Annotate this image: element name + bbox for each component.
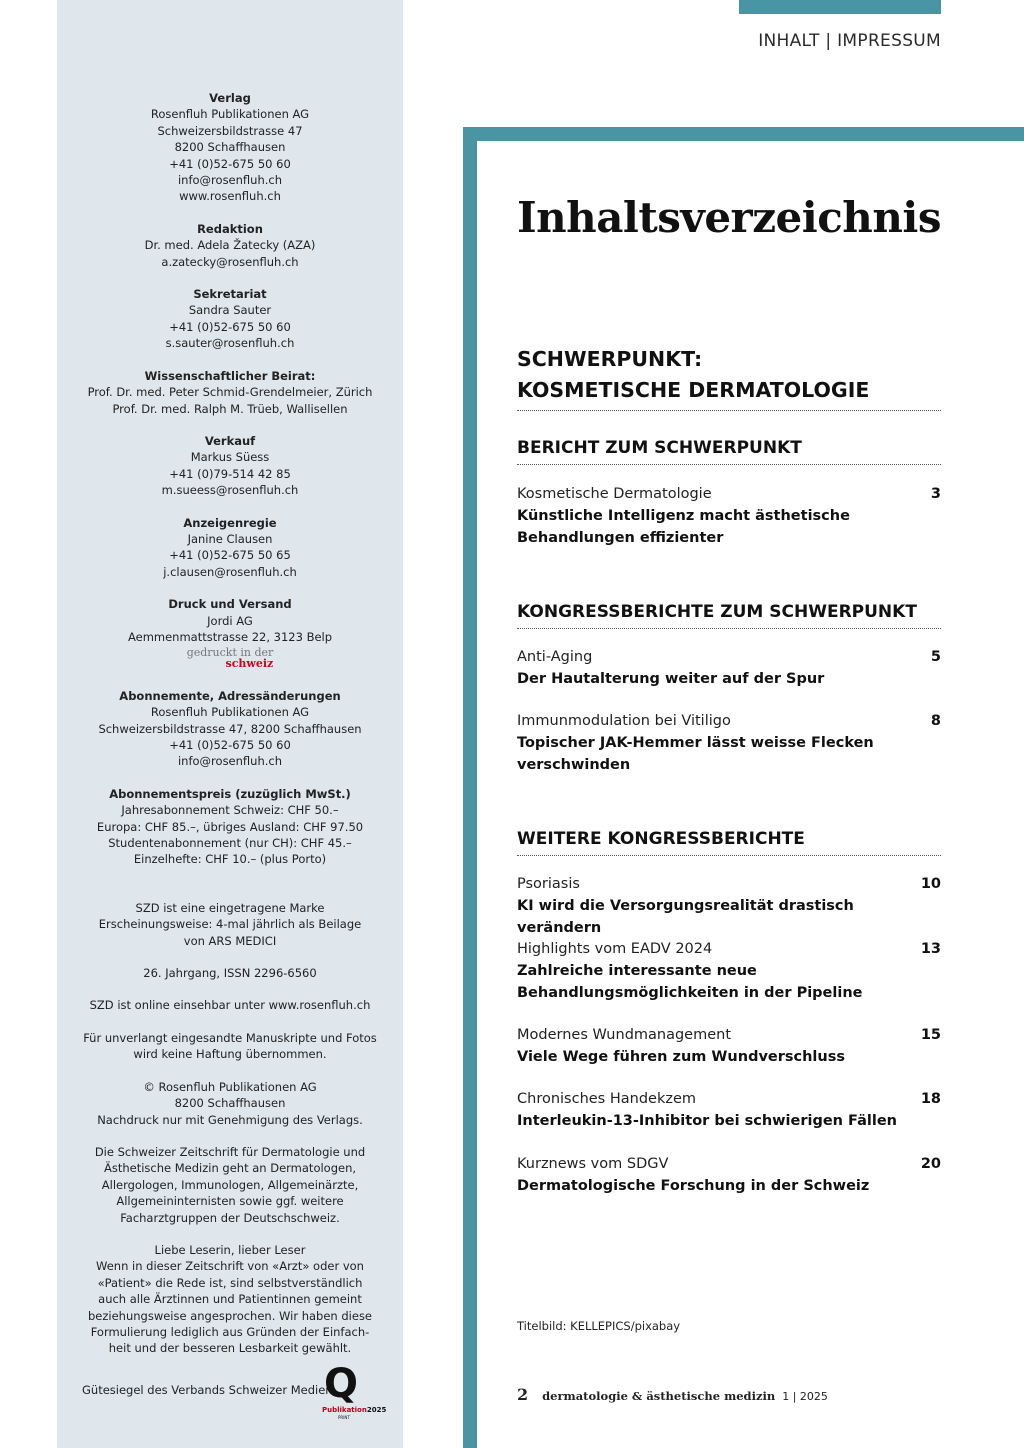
redaktion-heading: Redaktion bbox=[197, 221, 263, 236]
sekretariat-line: s.sauter@rosenfluh.ch bbox=[165, 336, 295, 351]
impressum-note bbox=[57, 900, 403, 949]
toc-entry[interactable] bbox=[517, 938, 941, 1004]
note-line: «Patient» die Rede ist, sind selbstverständlich bbox=[97, 1275, 363, 1290]
entry-page: 5 bbox=[930, 649, 941, 665]
toc-section bbox=[517, 829, 941, 856]
note-line: auch alle Ärztinnen und Patientinnen gemeint bbox=[98, 1292, 362, 1307]
beirat-heading: Wissenschaftlicher Beirat: bbox=[144, 368, 316, 383]
redaktion-line: a.zatecky@rosenfluh.ch bbox=[161, 254, 299, 269]
verkauf-line: +41 (0)79-514 42 85 bbox=[169, 466, 291, 481]
note-line: Liebe Leserin, lieber Leser bbox=[154, 1242, 306, 1257]
anzeigen-line: Janine Clausen bbox=[187, 531, 273, 546]
abo-line: Schweizersbildstrasse 47, 8200 Schaffhausen bbox=[98, 721, 362, 736]
entry-headline: Zahlreiche interessante neue Behandlungsmöglichkeiten in der Pipeline bbox=[517, 963, 863, 1001]
verlag-heading: Verlag bbox=[209, 91, 251, 105]
note-line: wird keine Haftung übernommen. bbox=[133, 1047, 327, 1062]
q-letter: Q bbox=[324, 1361, 359, 1407]
abo-line: +41 (0)52-675 50 60 bbox=[169, 738, 291, 752]
preis-heading: Abonnementspreis (zuzüglich MwSt.) bbox=[109, 786, 351, 801]
section-heading: KONGRESSBERICHTE ZUM SCHWERPUNKT bbox=[517, 602, 917, 622]
redaktion-line: Dr. med. Adela Žatecky (AZA) bbox=[144, 238, 316, 253]
impressum-redaktion bbox=[57, 221, 403, 270]
abo-line: Rosenfluh Publikationen AG bbox=[150, 705, 310, 720]
druck-heading: Druck und Versand bbox=[168, 597, 292, 612]
sekretariat-line: +41 (0)52-675 50 60 bbox=[169, 319, 291, 334]
toc-section bbox=[517, 438, 941, 465]
anzeigen-line: j.clausen@rosenfluh.ch bbox=[163, 564, 297, 579]
footer-issue: 1 | 2025 bbox=[782, 1390, 828, 1403]
impressum-note bbox=[57, 1079, 403, 1128]
dotted-divider bbox=[517, 628, 941, 629]
impressum bbox=[57, 90, 403, 1373]
entry-category: Kosmetische Dermatologie bbox=[517, 486, 712, 502]
guetesiegel-text: Gütesiegel des Verbands Schweizer Medien bbox=[82, 1383, 333, 1397]
verkauf-line: Markus Süess bbox=[190, 450, 270, 465]
schwerpunkt-heading bbox=[517, 344, 941, 411]
impressum-note bbox=[57, 1242, 403, 1357]
druck-line: Aemmenmattstrasse 22, 3123 Belp bbox=[127, 629, 333, 644]
note-line: Allgemeininternisten sowie ggf. weitere bbox=[116, 1194, 344, 1209]
verkauf-heading: Verkauf bbox=[204, 433, 256, 448]
verlag-line: info@rosenfluh.ch bbox=[177, 173, 283, 188]
entry-headline: Topischer JAK-Hemmer lässt weisse Flecken verschwinden bbox=[517, 735, 874, 773]
frame-top-bar bbox=[463, 127, 1024, 141]
impressum-verkauf bbox=[57, 433, 403, 499]
entry-headline: Dermatologische Forschung in der Schweiz bbox=[517, 1178, 870, 1194]
impressum-verlag bbox=[57, 90, 403, 205]
entry-category: Immunmodulation bei Vitiligo bbox=[517, 713, 731, 729]
sekretariat-heading: Sekretariat bbox=[193, 287, 267, 302]
q-print-label: PRINT bbox=[338, 1415, 350, 1420]
verlag-line: 8200 Schaffhausen bbox=[174, 140, 286, 155]
impressum-sekretariat bbox=[57, 286, 403, 352]
note-line: © Rosenfluh Publikationen AG bbox=[143, 1079, 317, 1094]
note-line: beziehungsweise angesprochen. Wir haben diese bbox=[87, 1308, 373, 1323]
entry-page: 15 bbox=[920, 1027, 941, 1043]
gedruckt-in-der-schweiz-logo bbox=[187, 647, 274, 669]
toc-entry[interactable] bbox=[517, 646, 941, 690]
impressum-note bbox=[57, 1030, 403, 1063]
note-line: 26. Jahrgang, ISSN 2296-6560 bbox=[143, 966, 317, 981]
druck-line: Jordi AG bbox=[207, 613, 253, 628]
verlag-line: +41 (0)52-675 50 60 bbox=[169, 156, 291, 171]
q-publikation-logo bbox=[322, 1361, 388, 1420]
preis-line: Studentenabonnement (nur CH): CHF 45.– bbox=[108, 836, 352, 851]
verlag-line: Rosenfluh Publikationen AG bbox=[150, 107, 310, 122]
q-year: 2025 bbox=[366, 1406, 387, 1414]
beirat-line: Prof. Dr. med. Peter Schmid-Grendelmeier, Zürich bbox=[87, 385, 373, 400]
schwerpunkt-line-1: SCHWERPUNKT: bbox=[517, 347, 703, 371]
impressum-abo bbox=[57, 688, 403, 770]
section-heading: WEITERE KONGRESSBERICHTE bbox=[517, 829, 805, 849]
toc-entry[interactable] bbox=[517, 873, 941, 939]
note-line: SZD ist online einsehbar unter www.rosenfluh.ch bbox=[89, 998, 371, 1013]
anzeigen-line: +41 (0)52-675 50 65 bbox=[169, 548, 291, 563]
note-line: Wenn in dieser Zeitschrift von «Arzt» oder von bbox=[96, 1259, 364, 1274]
note-line: Facharztgruppen der Deutschschweiz. bbox=[120, 1210, 340, 1225]
sekretariat-line: Sandra Sauter bbox=[188, 303, 272, 318]
impressum-druck bbox=[57, 596, 403, 672]
note-line: Für unverlangt eingesandte Manuskripte und Fotos bbox=[83, 1030, 377, 1045]
impressum-anzeigen bbox=[57, 515, 403, 581]
entry-headline: Viele Wege führen zum Wundverschluss bbox=[517, 1049, 845, 1065]
footer-magazine-name: dermatologie & ästhetische medizin bbox=[542, 1389, 776, 1403]
beirat-line: Prof. Dr. med. Ralph M. Trüeb, Wallisellen bbox=[112, 401, 348, 416]
verkauf-line: m.sueess@rosenfluh.ch bbox=[161, 483, 299, 498]
preis-line: Einzelhefte: CHF 10.– (plus Porto) bbox=[133, 852, 327, 867]
note-line: 8200 Schaffhausen bbox=[174, 1096, 286, 1111]
note-line: Ästhetische Medizin geht an Dermatologen, bbox=[103, 1161, 357, 1176]
section-heading: BERICHT ZUM SCHWERPUNKT bbox=[517, 438, 802, 458]
entry-headline: Der Hautalterung weiter auf der Spur bbox=[517, 671, 825, 687]
note-line: Erscheinungsweise: 4-mal jährlich als Beilage bbox=[98, 917, 362, 932]
logo-text-a: gedruckt in der bbox=[186, 646, 274, 660]
entry-headline: Künstliche Intelligenz macht ästhetische Behandlungen effizienter bbox=[517, 508, 850, 546]
toc-entry[interactable] bbox=[517, 710, 941, 776]
preis-line: Jahresabonnement Schweiz: CHF 50.– bbox=[121, 803, 339, 818]
top-accent-bar bbox=[739, 0, 941, 14]
impressum-note bbox=[57, 1144, 403, 1226]
note-line: Nachdruck nur mit Genehmigung des Verlags. bbox=[97, 1112, 363, 1127]
frame-left-bar bbox=[463, 127, 477, 1448]
toc-entry[interactable] bbox=[517, 1088, 941, 1132]
entry-category: Modernes Wundmanagement bbox=[517, 1027, 732, 1043]
dotted-divider bbox=[517, 855, 941, 856]
toc-entry[interactable] bbox=[517, 1024, 941, 1068]
note-line: Formulierung lediglich aus Gründen der Einfach- bbox=[90, 1324, 370, 1339]
entry-page: 3 bbox=[930, 486, 941, 502]
note-line: Allergologen, Immunologen, Allgemeinärzte, bbox=[101, 1177, 359, 1192]
q-publikation-label bbox=[322, 1406, 386, 1414]
entry-headline: KI wird die Versorgungsrealität drastisch verändern bbox=[517, 898, 854, 936]
q-pub-text: Publikation bbox=[322, 1406, 367, 1414]
abo-line: info@rosenfluh.ch bbox=[177, 754, 283, 769]
page-footer bbox=[517, 1385, 828, 1404]
note-line: SZD ist eine eingetragene Marke bbox=[135, 900, 325, 915]
impressum-preis bbox=[57, 786, 403, 868]
note-line: heit und der besseren Lesbarkeit gewählt. bbox=[108, 1341, 352, 1356]
abo-heading: Abonnemente, Adressänderungen bbox=[119, 688, 341, 703]
section-tag: INHALT | IMPRESSUM bbox=[758, 31, 941, 51]
toc-section bbox=[517, 602, 941, 629]
logo-text-b: schweiz bbox=[225, 657, 274, 671]
entry-headline: Interleukin-13-Inhibitor bei schwierigen Fällen bbox=[517, 1113, 897, 1129]
entry-page: 8 bbox=[930, 713, 941, 729]
entry-page: 13 bbox=[920, 941, 941, 957]
verlag-line: www.rosenfluh.ch bbox=[179, 189, 281, 204]
impressum-beirat bbox=[57, 368, 403, 417]
entry-category: Anti-Aging bbox=[517, 649, 593, 665]
entry-category: Chronisches Handekzem bbox=[517, 1091, 697, 1107]
cover-image-credit: Titelbild: KELLEPICS/pixabay bbox=[517, 1319, 681, 1333]
entry-page: 20 bbox=[920, 1156, 941, 1172]
entry-page: 10 bbox=[920, 876, 941, 892]
entry-page: 18 bbox=[920, 1091, 941, 1107]
anzeigen-heading: Anzeigenregie bbox=[183, 515, 277, 530]
preis-line: Europa: CHF 85.–, übriges Ausland: CHF 97.50 bbox=[96, 819, 364, 834]
impressum-note bbox=[57, 965, 403, 981]
entry-category: Psoriasis bbox=[517, 876, 580, 892]
footer-page-number: 2 bbox=[517, 1385, 529, 1404]
verlag-line: Schweizersbildstrasse 47 bbox=[157, 123, 303, 138]
entry-category: Highlights vom EADV 2024 bbox=[517, 941, 713, 957]
note-line: Die Schweizer Zeitschrift für Dermatologie und bbox=[94, 1144, 366, 1159]
dotted-divider bbox=[517, 410, 941, 411]
impressum-note bbox=[57, 997, 403, 1013]
toc-entry[interactable] bbox=[517, 483, 941, 549]
page-title: Inhaltsverzeichnis bbox=[517, 193, 941, 242]
note-line: von ARS MEDICI bbox=[183, 933, 277, 948]
entry-category: Kurznews vom SDGV bbox=[517, 1156, 669, 1172]
schwerpunkt-line-2: KOSMETISCHE DERMATOLOGIE bbox=[517, 378, 870, 402]
toc-entry[interactable] bbox=[517, 1153, 941, 1197]
dotted-divider bbox=[517, 464, 941, 465]
